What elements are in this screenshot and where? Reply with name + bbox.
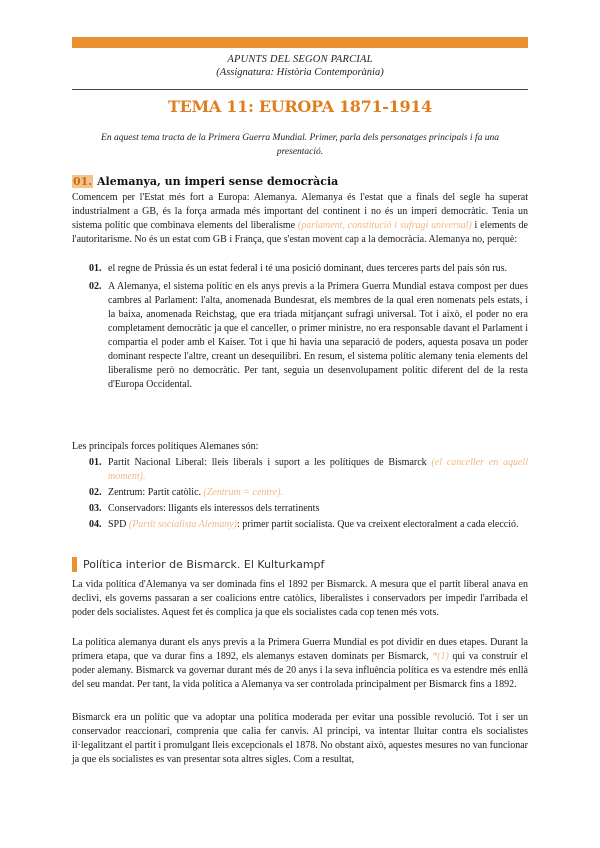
header-divider xyxy=(72,89,528,90)
section-title-text: Alemanya, un imperi sense democràcia xyxy=(96,175,339,188)
political-forces-list xyxy=(72,456,528,532)
section-heading xyxy=(72,175,338,188)
section-intro-paragraph xyxy=(72,191,528,247)
subsection-heading xyxy=(72,556,324,572)
list-number: 02. xyxy=(89,487,102,498)
intro-paragraph: En aquest tema tracta de la Primera Guerra Mundial. Primer, parla dels personatges principals i fa una presentació. xyxy=(101,133,499,157)
forces-intro: Les principals forces polítiques Alemanes són: xyxy=(72,441,259,452)
list-item-text: Zentrum: Partit catòlic. xyxy=(108,487,204,498)
header-line-1: APUNTS DEL SEGON PARCIAL xyxy=(227,54,373,65)
reasons-list xyxy=(72,262,528,392)
page-title: TEMA 11: EUROPA 1871-1914 xyxy=(168,97,432,116)
header-line-2: (Assignatura: Història Contemporània) xyxy=(216,67,384,78)
list-item-text: : primer partit socialista. Que va creixent electoralment a cada elecció. xyxy=(237,519,519,530)
list-item xyxy=(72,262,528,276)
list-item-text: el regne de Prússia és un estat federal i té una posició dominant, dues terceres parts del país són rus. xyxy=(108,263,508,274)
page-header xyxy=(72,53,528,79)
list-item-note: (Zentrum = centre). xyxy=(203,487,283,498)
list-number: 01. xyxy=(89,457,102,468)
paragraph-text: La política alemanya durant els anys previs a la Primera Guerra Mundial es pot dividir en dues etapes. Durant la primera etapa, que va durar fins a 1892, els alemanys estaven dominats per Bismarck, xyxy=(72,637,528,662)
list-item xyxy=(72,456,528,484)
list-number: 01. xyxy=(89,263,102,274)
list-item xyxy=(72,518,528,532)
list-item xyxy=(72,280,528,392)
list-item-text: Partit Nacional Liberal: lleis liberals i suport a les polítiques de Bismarck xyxy=(108,457,432,468)
list-item-note: (Partit socialista Alemany) xyxy=(128,519,237,530)
list-number: 02. xyxy=(89,281,102,292)
subsection-title: Política interior de Bismarck. El Kulturkampf xyxy=(83,557,325,571)
paragraph-note: (parlament, constitució i sufragi universal) xyxy=(297,220,472,231)
list-item-text: Conservadors: lligants els interessos dels terratinents xyxy=(108,503,320,514)
paragraph-text: Comencem per l'Estat més fort a Europa: Alemanya. Alemanya és l'estat que a finals del segle ha superat industrialment a GB, és la força armada més important del continent i no és un imperi democràtic. Tenia un sistema polític que combinava elements del liberalisme xyxy=(72,192,528,231)
list-item xyxy=(72,486,528,500)
list-item-text: SPD xyxy=(108,519,129,530)
list-item-text: A Alemanya, el sistema polític en els anys previs a la Primera Guerra Mundial estava compost per dues cambres al Parlament: l'alta, anomenada Bundesrat, els membres de la qual eren nomenats pels estats, i la baixa, anomenada Reichstag, que era triada mitjançant sufragi universal. Tot i això, el poder no era completament democràtic ja que el canceller, o primer ministre, no era responsable davant el Parlament i compartia el poder amb el Kaiser. Tot i que hi havia una separació de poders, aquesta posava un poder dominant respecte l'altre, creant un desequilibri. En resum, el sistema polític alemany tenia elements del liberalisme però no democràtic. Per tant, seguia un desenvolupament polític diferent del de la resta d'Europa Occidental. xyxy=(108,281,528,390)
paragraph-text: i elements de l'autoritarisme. No és un estat com GB i França, que s'estan movent cap a la democràcia. Alemanya no, perquè: xyxy=(72,220,528,245)
list-item xyxy=(72,502,528,516)
list-number: 04. xyxy=(89,519,102,530)
footnote-reference: *(1) xyxy=(432,651,449,662)
list-item-note: (el canceller en aquell moment). xyxy=(108,457,528,482)
paragraph-text: qui va construir el poder alemany. Bismarck va governar durant més de 20 anys i la seva influència política es va estendre més enllà del seu mandat. Per tant, la vida política a Alemanya va ser controlada principalment per Bismarck fins a 1892. xyxy=(72,651,529,690)
subsection-paragraph-3: Bismarck era un polític que va adoptar una política moderada per evitar una possible revolució. Tot i ser un conservador reaccionari, comprenia que calia fer canvis. Al principi, va intentar lluitar contra els socialistes il·legalitzant el partit i promulgant lleis excepcionals el 1878. No obstant això, aquestes mesures no van funcionar ja que els socialistes es van presentar sota altres sigles. Com a resultat, xyxy=(72,712,528,765)
subsection-paragraph-1: La vida política d'Alemanya va ser dominada fins el 1892 per Bismarck. A mesura que el partit liberal anava en declivi, els governs passaran a ser coalicions entre catòlics, liberalistes i conservadors per impedir l'arribada el poder dels socialistes. Aquest fet és complica ja que els socialistes cada cop tenen més vots. xyxy=(72,579,528,618)
section-number: 01. xyxy=(73,175,93,188)
list-number: 03. xyxy=(89,503,102,514)
subsection-accent-bar xyxy=(72,557,77,572)
subsection-paragraph-2 xyxy=(72,636,528,692)
header-accent-bar xyxy=(72,37,528,48)
